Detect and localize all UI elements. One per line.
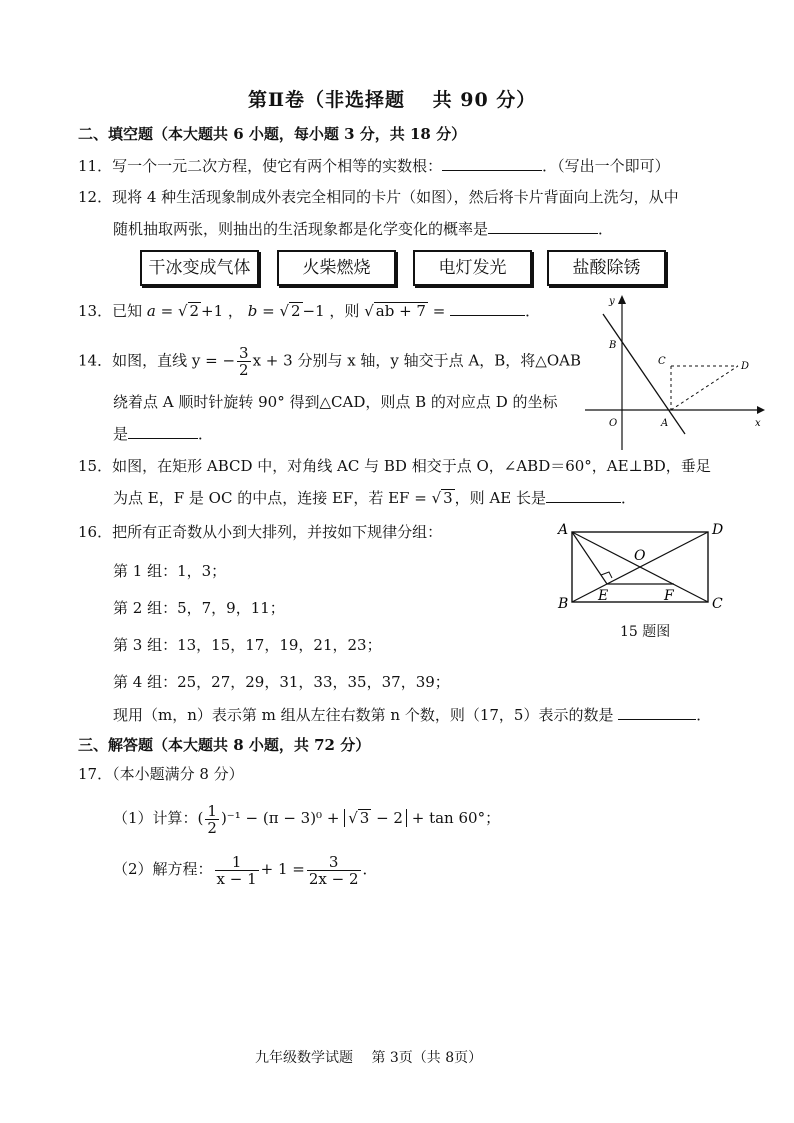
question-number: 12．	[78, 188, 113, 206]
figure-caption: 15 题图	[620, 624, 671, 640]
label-c: C	[712, 596, 723, 612]
answer-blank[interactable]	[128, 424, 198, 439]
expr: + tan 60°；	[411, 809, 501, 827]
b-eq: b =	[247, 302, 275, 320]
denominator: 2	[239, 361, 249, 379]
question-17-header	[78, 764, 244, 784]
fraction-left	[215, 854, 259, 887]
group-2: 第 2 组：5，7，9，11；	[113, 599, 285, 617]
label-o: O	[609, 418, 618, 429]
a-eq: a =	[146, 302, 174, 320]
abs-tail: − 2	[376, 809, 403, 827]
sqrt-three: 3	[443, 489, 453, 507]
expr: + 1 =	[260, 860, 305, 878]
card-dry-ice: 干冰变成气体	[140, 250, 259, 286]
paren: (	[197, 809, 204, 827]
page-title: 第Ⅱ卷（非选择题 共 90 分）	[248, 89, 537, 111]
question-number: 16．	[78, 523, 113, 541]
sqrt-two: 2	[291, 302, 301, 320]
answer-blank[interactable]	[546, 488, 621, 503]
label-o: O	[634, 548, 646, 564]
question-12-line1	[78, 187, 679, 207]
label-d: D	[712, 522, 724, 538]
a-tail: +1 ，	[201, 302, 243, 320]
label-d: D	[741, 361, 750, 372]
question-text: 是	[113, 425, 129, 443]
question-text: 现将 4 种生活现象制成外表完全相同的卡片（如图），然后将卡片背面向上洗匀，从中	[112, 188, 679, 206]
label-f: F	[664, 588, 674, 604]
segment-ad	[671, 366, 738, 410]
q14-figure	[585, 292, 765, 452]
answer-blank[interactable]	[618, 705, 696, 720]
b-tail: −1 ，则	[302, 302, 360, 320]
line-ab	[603, 314, 685, 434]
part-label: （2）解方程：	[113, 860, 213, 878]
question-16-intro	[78, 522, 442, 542]
absolute-value: √ 3 − 2	[344, 809, 407, 827]
question-text: x + 3 分别与 x 轴，y 轴交于点 A，B，将△OAB	[252, 351, 581, 370]
question-number: 13．	[78, 302, 113, 320]
card-lamp-glowing: 电灯发光	[413, 250, 532, 286]
y-axis-arrow-icon	[618, 295, 626, 304]
question-11	[78, 156, 670, 176]
question-text: 写一个一元二次方程，使它有两个相等的实数根：	[112, 157, 443, 175]
expr: ．	[362, 860, 378, 878]
question-suffix: ．（写出一个即可）	[542, 157, 670, 175]
question-17-part1	[113, 800, 500, 836]
question-text: 把所有正奇数从小到大排列，并按如下规律分组：	[112, 523, 443, 541]
denominator: 2x − 2	[308, 869, 359, 888]
question-text: 随机抽取两张，则抽出的生活现象都是化学变化的概率是	[113, 220, 489, 238]
card-acid-rust: 盐酸除锈	[547, 250, 666, 286]
question-14-line3: 是 ．	[113, 425, 214, 443]
question-text: 如图，直线 y = −	[112, 351, 236, 370]
question-text: 如图，在矩形 ABCD 中，对角线 AC 与 BD 相交于点 O，∠ABD＝60°，AE⊥BD，垂足	[112, 457, 711, 475]
segment-ae	[572, 532, 607, 584]
answer-blank[interactable]	[488, 219, 598, 234]
q15-figure	[552, 518, 732, 618]
label-a: A	[661, 418, 669, 429]
fraction-1-2	[205, 803, 219, 836]
answer-blank[interactable]	[450, 301, 525, 316]
question-14-line1	[78, 345, 581, 378]
question-16-question: 现用（m，n）表示第 m 组从左往右数第 n 个数，则（17，5）表示的数是 ．	[113, 706, 712, 724]
denominator: x − 1	[216, 869, 257, 888]
part-label: （1）计算：	[113, 809, 198, 827]
sqrt-two: 2	[189, 302, 200, 320]
question-15-line1	[78, 456, 711, 476]
label-x: x	[755, 418, 761, 429]
card-match-burning: 火柴燃烧	[277, 250, 396, 286]
label-y: y	[609, 296, 615, 307]
sqrt-ab7: ab + 7	[375, 302, 426, 320]
question-score: （本小题满分 8 分）	[112, 765, 244, 783]
numerator: 3	[239, 344, 249, 362]
group-1: 第 1 组：1，3；	[113, 562, 227, 580]
question-number: 17．	[78, 765, 113, 783]
question-15-line2: 为点 E，F 是 OC 的中点，连接 EF，若 EF = √ 3 ，则 AE 长是 ．	[113, 489, 637, 507]
question-text: 为点 E，F 是 OC 的中点，连接 EF，若 EF =	[113, 489, 427, 507]
label-a: A	[558, 522, 569, 538]
question-number: 11．	[78, 157, 113, 175]
fraction-right	[307, 854, 361, 887]
page-footer: 九年级数学试题 第 3页（共 8页）	[255, 1050, 483, 1066]
question-text: ，则 AE 长是	[454, 489, 546, 507]
question-text: 现用（m，n）表示第 m 组从左往右数第 n 个数，则（17，5）表示的数是	[113, 706, 614, 724]
section-heading-solutions: 三、解答题（本大题共 8 小题，共 72 分）	[78, 736, 371, 754]
denominator: 2	[207, 818, 217, 837]
numerator: 1	[207, 801, 217, 820]
question-12-line2: 随机抽取两张，则抽出的生活现象都是化学变化的概率是 ．	[113, 220, 614, 238]
label-c: C	[658, 356, 666, 367]
group-3: 第 3 组：13，15，17，19，21，23；	[113, 636, 382, 654]
question-13: 13．已知 a = √ 2 +1 ， b = √ 2 −1 ，则 √ ab + 7 = ．	[78, 302, 541, 320]
section-heading-fill-in: 二、填空题（本大题共 6 小题，每小题 3 分，共 18 分）	[78, 125, 467, 143]
equals: =	[427, 302, 446, 320]
fraction-3-2	[237, 345, 251, 378]
numerator: 1	[215, 854, 259, 871]
numerator: 3	[307, 854, 361, 871]
question-number: 15．	[78, 457, 113, 475]
question-17-part2	[113, 851, 378, 887]
x-axis-arrow-icon	[757, 406, 765, 414]
label-b: B	[558, 596, 569, 612]
question-number: 14．	[78, 351, 113, 370]
label-b: B	[609, 340, 617, 351]
label-e: E	[598, 588, 609, 604]
expr: )⁻¹ − (π − 3)⁰ +	[220, 809, 340, 827]
group-4: 第 4 组：25，27，29，31，33，35，37，39；	[113, 673, 450, 691]
answer-blank[interactable]	[442, 156, 542, 171]
question-14-line2: 绕着点 A 顺时针旋转 90° 得到△CAD，则点 B 的对应点 D 的坐标	[113, 393, 558, 411]
sqrt-three: 3	[359, 809, 370, 827]
question-text: 已知	[112, 302, 143, 320]
